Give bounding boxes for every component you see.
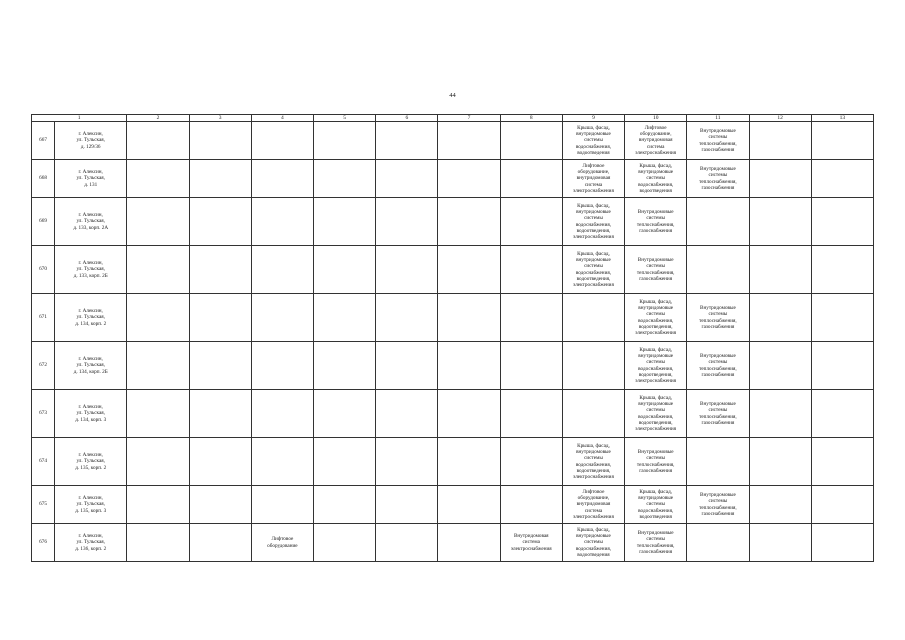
table-row: [32, 198, 874, 246]
row-number-text: 673: [39, 410, 47, 417]
address-cell: [55, 294, 127, 342]
column-header-12: 12: [749, 115, 811, 122]
work-cell-9-text: Лифтовое оборудование, внутридомовая система электроснабжения: [573, 162, 614, 194]
column-header-4: 4: [251, 115, 313, 122]
empty-cell-6: [376, 486, 438, 524]
empty-cell-2: [127, 160, 189, 198]
work-cell-10: [625, 122, 687, 160]
empty-cell-13: [811, 246, 873, 294]
address-cell: [55, 342, 127, 390]
work-cell-8: [500, 486, 562, 524]
work-cell-9: [562, 160, 624, 198]
work-cell-11-text: Внутридомовые системы теплоснабжения, газоснабжения: [699, 128, 737, 153]
empty-cell-3: [189, 524, 251, 562]
work-cell-9-text: Лифтовое оборудование, внутридомовая система электроснабжения: [573, 488, 614, 520]
row-number: [32, 524, 55, 562]
work-cell-11: [687, 246, 749, 294]
work-cell-10-text: Внутридомовые системы теплоснабжения, газоснабжения: [636, 209, 675, 234]
work-cell-10: [625, 198, 687, 246]
work-cell-4: [251, 198, 313, 246]
work-cell-4: [251, 390, 313, 438]
row-number: [32, 486, 55, 524]
empty-cell-7: [438, 524, 500, 562]
address-cell-text: г. Алексин, ул. Тульская, д. 133, корп. 2А: [73, 212, 109, 231]
address-cell-text: г. Алексин, ул. Тульская, д. 135, корп. 2: [75, 452, 107, 471]
work-cell-8: [500, 438, 562, 486]
work-cell-11-text: Внутридомовые системы теплоснабжения, газоснабжения: [699, 353, 737, 378]
address-cell-text: г. Алексин, ул. Тульская, д. 135, корп. 3: [75, 495, 107, 514]
empty-cell-2: [127, 198, 189, 246]
table-row: [32, 294, 874, 342]
address-cell: [55, 390, 127, 438]
table-row: [32, 486, 874, 524]
work-cell-8: [500, 294, 562, 342]
empty-cell-12: [749, 486, 811, 524]
empty-cell-3: [189, 246, 251, 294]
work-cell-11-text: Внутридомовые системы теплоснабжения, газоснабжения: [699, 166, 737, 191]
work-cell-10-text: Внутридомовые системы теплоснабжения, газоснабжения: [636, 530, 675, 555]
empty-cell-6: [376, 198, 438, 246]
work-cell-10: [625, 342, 687, 390]
empty-cell-13: [811, 342, 873, 390]
empty-cell-3: [189, 294, 251, 342]
column-header-5: 5: [313, 115, 375, 122]
work-cell-10-text: Крыша, фасад, внутридомовые системы водоснабжения, водоотведения: [638, 488, 674, 520]
empty-cell-6: [376, 524, 438, 562]
row-number-text: 667: [39, 137, 47, 144]
empty-cell-5: [313, 390, 375, 438]
empty-cell-13: [811, 438, 873, 486]
empty-cell-5: [313, 294, 375, 342]
work-cell-10-text: Крыша, фасад, внутридомовые системы водоснабжения, водоотведения: [638, 162, 674, 194]
work-cell-10-text: Внутридомовые системы теплоснабжения, газоснабжения: [636, 257, 675, 282]
empty-cell-7: [438, 160, 500, 198]
work-cell-10: [625, 390, 687, 438]
work-cell-10: [625, 160, 687, 198]
column-header-10: 10: [625, 115, 687, 122]
empty-cell-5: [313, 198, 375, 246]
row-number: [32, 294, 55, 342]
empty-cell-6: [376, 390, 438, 438]
address-cell: [55, 198, 127, 246]
column-header-7: 7: [438, 115, 500, 122]
empty-cell-5: [313, 438, 375, 486]
work-cell-11: [687, 524, 749, 562]
empty-cell-7: [438, 294, 500, 342]
empty-cell-12: [749, 160, 811, 198]
empty-cell-12: [749, 524, 811, 562]
empty-cell-2: [127, 524, 189, 562]
row-number: [32, 246, 55, 294]
work-cell-10-text: Внутридомовые системы теплоснабжения, газоснабжения: [636, 449, 675, 474]
work-cell-4: [251, 342, 313, 390]
row-number-text: 670: [39, 266, 47, 273]
empty-cell-5: [313, 160, 375, 198]
address-cell: [55, 122, 127, 160]
table-row: [32, 342, 874, 390]
column-header-1: 1: [32, 115, 127, 122]
empty-cell-12: [749, 342, 811, 390]
work-cell-11: [687, 438, 749, 486]
empty-cell-3: [189, 390, 251, 438]
empty-cell-5: [313, 486, 375, 524]
empty-cell-6: [376, 246, 438, 294]
empty-cell-3: [189, 160, 251, 198]
work-cell-4: [251, 486, 313, 524]
work-cell-9-text: Крыша, фасад, внутридомовые системы водоснабжения, водоотведения: [575, 124, 612, 156]
empty-cell-7: [438, 122, 500, 160]
column-number-header-row: [32, 115, 874, 122]
row-number: [32, 438, 55, 486]
work-cell-11: [687, 160, 749, 198]
empty-cell-6: [376, 342, 438, 390]
address-cell: [55, 246, 127, 294]
empty-cell-12: [749, 246, 811, 294]
empty-cell-13: [811, 524, 873, 562]
empty-cell-7: [438, 390, 500, 438]
empty-cell-12: [749, 122, 811, 160]
empty-cell-2: [127, 122, 189, 160]
row-number: [32, 198, 55, 246]
row-number: [32, 390, 55, 438]
table-row: [32, 122, 874, 160]
work-cell-4-text: Лифтовое оборудование: [267, 536, 298, 549]
address-cell-text: г. Алексин, ул. Тульская, д. 134, корп. 2Б: [73, 356, 108, 375]
address-cell: [55, 160, 127, 198]
work-cell-11: [687, 198, 749, 246]
address-cell: [55, 524, 127, 562]
empty-cell-6: [376, 160, 438, 198]
empty-cell-13: [811, 198, 873, 246]
work-cell-11-text: Внутридомовые системы теплоснабжения, газоснабжения: [699, 305, 737, 330]
row-number-text: 672: [39, 362, 47, 369]
row-number-text: 675: [39, 501, 47, 508]
work-cell-11: [687, 390, 749, 438]
work-cell-9-text: Крыша, фасад, внутридомовые системы водоснабжения, водоотведения, электроснабжения: [573, 202, 614, 240]
address-cell: [55, 438, 127, 486]
work-cell-8: [500, 342, 562, 390]
repair-schedule-table: [31, 114, 874, 562]
empty-cell-7: [438, 486, 500, 524]
empty-cell-13: [811, 390, 873, 438]
empty-cell-3: [189, 438, 251, 486]
empty-cell-7: [438, 198, 500, 246]
work-cell-8: [500, 122, 562, 160]
address-cell-text: г. Алексин, ул. Тульская, д. 133, корп. 2Б: [73, 260, 108, 279]
work-cell-9: [562, 342, 624, 390]
table-row: [32, 390, 874, 438]
empty-cell-13: [811, 160, 873, 198]
table-row: [32, 160, 874, 198]
work-cell-10: [625, 294, 687, 342]
work-cell-9: [562, 524, 624, 562]
work-cell-9-text: Крыша, фасад, внутридомовые системы водоснабжения, водоотведения, электроснабжения: [573, 250, 614, 288]
work-cell-9: [562, 122, 624, 160]
page-number: 44: [449, 92, 456, 99]
address-cell-text: г. Алексин, ул. Тульская, д. 129/36: [76, 131, 105, 150]
empty-cell-7: [438, 342, 500, 390]
table-row: [32, 438, 874, 486]
work-cell-9: [562, 390, 624, 438]
work-cell-10: [625, 524, 687, 562]
row-number-text: 676: [39, 539, 47, 546]
work-cell-10: [625, 438, 687, 486]
empty-cell-2: [127, 486, 189, 524]
work-cell-4: [251, 524, 313, 562]
empty-cell-13: [811, 122, 873, 160]
work-cell-11: [687, 342, 749, 390]
empty-cell-2: [127, 342, 189, 390]
work-cell-10-text: Крыша, фасад, внутридомовые системы водоснабжения, водоотведения, электроснабжения: [635, 298, 677, 336]
empty-cell-3: [189, 122, 251, 160]
row-number: [32, 342, 55, 390]
empty-cell-5: [313, 246, 375, 294]
work-cell-4: [251, 160, 313, 198]
empty-cell-13: [811, 486, 873, 524]
address-cell-text: г. Алексин, ул. Тульская, д. 134, корп. 3: [75, 404, 107, 423]
empty-cell-2: [127, 438, 189, 486]
work-cell-9: [562, 198, 624, 246]
work-cell-8: [500, 198, 562, 246]
column-header-3: 3: [189, 115, 251, 122]
work-cell-8: [500, 160, 562, 198]
empty-cell-7: [438, 438, 500, 486]
empty-cell-6: [376, 122, 438, 160]
work-cell-9: [562, 294, 624, 342]
work-cell-11-text: Внутридомовые системы теплоснабжения, газоснабжения: [699, 401, 737, 426]
table-row: [32, 524, 874, 562]
work-cell-11: [687, 122, 749, 160]
column-header-11: 11: [687, 115, 749, 122]
empty-cell-6: [376, 438, 438, 486]
work-cell-9: [562, 438, 624, 486]
empty-cell-2: [127, 294, 189, 342]
work-cell-9-text: Крыша, фасад, внутридомовые системы водоснабжения, водоотведения: [575, 526, 612, 558]
work-cell-10-text: Крыша, фасад, внутридомовые системы водоснабжения, водоотведения, электроснабжения: [635, 394, 677, 432]
empty-cell-12: [749, 390, 811, 438]
work-cell-10-text: Лифтовое оборудование, внутридомовая система электроснабжения: [635, 124, 677, 156]
empty-cell-12: [749, 198, 811, 246]
work-cell-8-text: Внутридомовая система электроснабжения: [510, 533, 552, 552]
work-cell-10-text: Крыша, фасад, внутридомовые системы водоснабжения, водоотведения, электроснабжения: [635, 346, 677, 384]
work-cell-4: [251, 294, 313, 342]
table-row: [32, 246, 874, 294]
empty-cell-12: [749, 294, 811, 342]
empty-cell-3: [189, 198, 251, 246]
row-number: [32, 122, 55, 160]
empty-cell-5: [313, 524, 375, 562]
work-cell-4: [251, 246, 313, 294]
empty-cell-2: [127, 390, 189, 438]
empty-cell-2: [127, 246, 189, 294]
work-cell-8: [500, 524, 562, 562]
work-cell-11: [687, 486, 749, 524]
work-cell-9: [562, 486, 624, 524]
address-cell: [55, 486, 127, 524]
address-cell-text: г. Алексин, ул. Тульская, д. 136, корп. 2: [75, 533, 107, 552]
work-cell-10: [625, 246, 687, 294]
work-cell-11-text: Внутридомовые системы теплоснабжения, газоснабжения: [699, 492, 737, 517]
work-cell-8: [500, 246, 562, 294]
work-cell-11: [687, 294, 749, 342]
work-cell-9-text: Крыша, фасад, внутридомовые системы водоснабжения, водоотведения, электроснабжения: [573, 442, 614, 480]
column-header-9: 9: [562, 115, 624, 122]
empty-cell-7: [438, 246, 500, 294]
work-cell-10: [625, 486, 687, 524]
work-cell-4: [251, 438, 313, 486]
column-header-8: 8: [500, 115, 562, 122]
work-cell-8: [500, 390, 562, 438]
row-number-text: 674: [39, 458, 47, 465]
row-number-text: 669: [39, 218, 47, 225]
address-cell-text: г. Алексин, ул. Тульская, д. 134, корп. 2: [75, 308, 107, 327]
empty-cell-5: [313, 342, 375, 390]
work-cell-9: [562, 246, 624, 294]
row-number-text: 671: [39, 314, 47, 321]
empty-cell-13: [811, 294, 873, 342]
address-cell-text: г. Алексин, ул. Тульская, д. 131: [76, 169, 105, 188]
empty-cell-3: [189, 342, 251, 390]
column-header-2: 2: [127, 115, 189, 122]
column-header-6: 6: [376, 115, 438, 122]
work-cell-4: [251, 122, 313, 160]
empty-cell-6: [376, 294, 438, 342]
empty-cell-12: [749, 438, 811, 486]
empty-cell-3: [189, 486, 251, 524]
row-number-text: 668: [39, 175, 47, 182]
row-number: [32, 160, 55, 198]
column-header-13: 13: [811, 115, 873, 122]
empty-cell-5: [313, 122, 375, 160]
